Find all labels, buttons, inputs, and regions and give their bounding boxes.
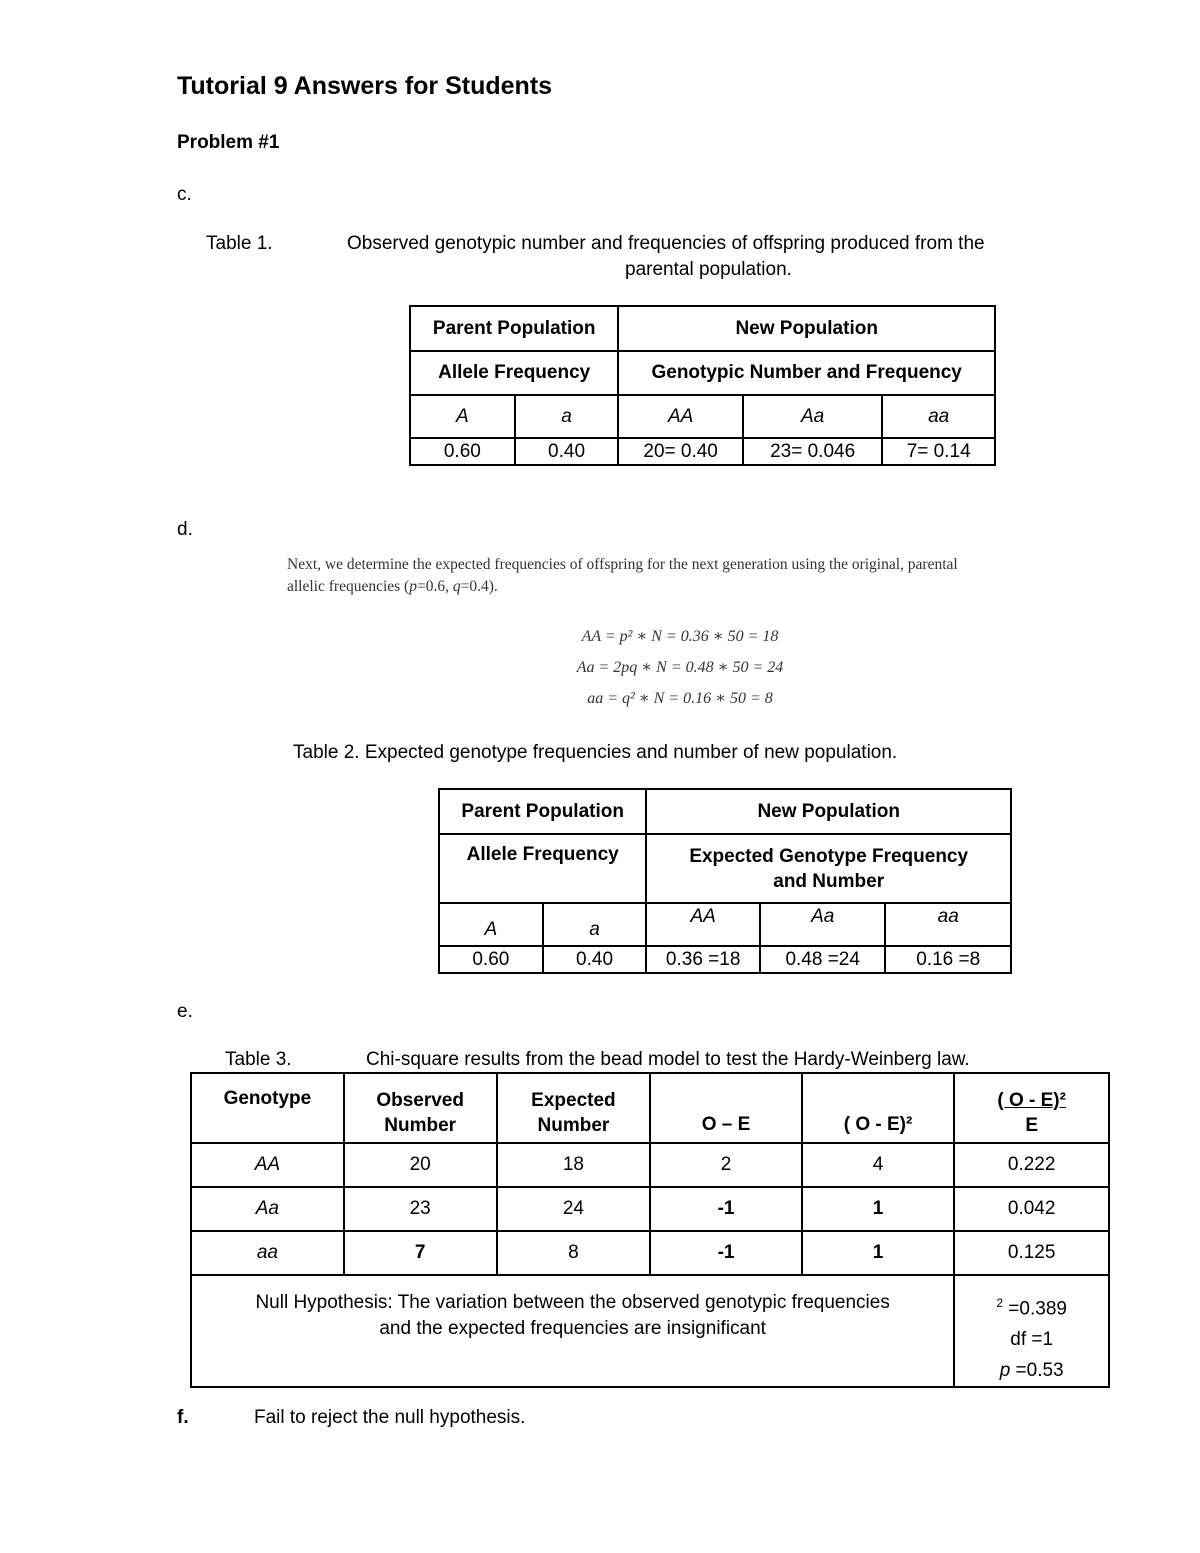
table3-header-observed-line2: Number [384, 1115, 457, 1136]
p-value-label: p [999, 1360, 1011, 1382]
section-label-d: d. [177, 519, 193, 540]
table3-row-Aa-expected: 24 [497, 1187, 651, 1231]
table3-null-hypothesis [191, 1275, 954, 1387]
null-hypothesis-line1: Null Hypothesis: The variation between the observed genotypic frequencies [255, 1292, 890, 1313]
table1-value-a: 0.40 [515, 438, 619, 465]
table3-header-expected [497, 1073, 651, 1143]
equation-AA: AA = p² ∗ N = 0.36 ∗ 50 = 18 [581, 628, 779, 645]
table3-header-expected-line1: Expected [531, 1090, 616, 1111]
d-text-line2-pre: allelic frequencies ( [287, 578, 410, 595]
table3-row-Aa-chi-term: 0.042 [954, 1187, 1109, 1231]
table2 [438, 788, 1012, 974]
chi-square-value [955, 1288, 1108, 1324]
table3-statistics [954, 1275, 1109, 1387]
table1-col-Aa: Aa [743, 395, 882, 438]
chi-square-superscript: 2 [996, 1296, 1004, 1310]
table3-header-observed [344, 1073, 497, 1143]
table1-value-AA: 20= 0.40 [618, 438, 743, 465]
table2-value-Aa: 0.48 =24 [760, 946, 886, 973]
table3-row-aa-genotype: aa [191, 1231, 344, 1275]
table1 [409, 305, 996, 466]
table2-caption: Table 2. Expected genotype frequencies and number of new population. [293, 742, 898, 763]
table1-header-allele: Allele Frequency [410, 351, 618, 395]
table3-header-chi-term-denominator: E [1025, 1115, 1038, 1136]
table1-caption-line1: Observed genotypic number and frequencies of offspring produced from the [347, 233, 985, 254]
table3-row-AA-expected: 18 [497, 1143, 651, 1187]
table3-row-aa-expected: 8 [497, 1231, 651, 1275]
equation-aa: aa = q² ∗ N = 0.16 ∗ 50 = 8 [587, 690, 773, 707]
table2-col-aa: aa [885, 903, 1011, 946]
table2-value-AA: 0.36 =18 [646, 946, 760, 973]
d-text-p-val: =0.6, [416, 578, 453, 595]
table3-header-observed-line1: Observed [376, 1090, 464, 1111]
table2-header-expected-line1: Expected Genotype Frequency [689, 846, 969, 867]
table3-header-expected-line2: Number [537, 1115, 610, 1136]
page-title: Tutorial 9 Answers for Students [177, 72, 553, 100]
d-text-line2 [287, 578, 498, 596]
table3 [190, 1072, 1110, 1388]
table2-header-allele: Allele Frequency [439, 834, 646, 903]
d-text-line1: Next, we determine the expected frequencies of offspring for the next generation using the original, parental [287, 556, 958, 573]
table3-caption-label: Table 3. [225, 1049, 292, 1070]
section-label-e: e. [177, 1001, 193, 1022]
table1-caption-line2: parental population. [625, 259, 792, 280]
table3-header-chi-term [954, 1073, 1109, 1143]
table1-value-aa: 7= 0.14 [882, 438, 995, 465]
table3-row-aa-o-minus-e-squared: 1 [802, 1231, 955, 1275]
table2-col-Aa: Aa [760, 903, 886, 946]
table3-header-o-minus-e-squared: ( O - E)² [802, 1073, 955, 1143]
problem-heading: Problem #1 [177, 132, 280, 153]
table2-header-parent: Parent Population [439, 789, 646, 834]
table2-header-expected [646, 834, 1011, 903]
table3-row-Aa-o-minus-e: -1 [650, 1187, 802, 1231]
table2-value-A: 0.60 [439, 946, 543, 973]
p-value-number: =0.53 [1010, 1360, 1064, 1382]
table2-col-A: A [439, 903, 543, 946]
chi-square-number: =0.389 [1003, 1298, 1067, 1320]
table2-col-a: a [543, 903, 647, 946]
conclusion-text: Fail to reject the null hypothesis. [254, 1407, 526, 1428]
table1-col-AA: AA [618, 395, 743, 438]
equation-Aa: Aa = 2pq ∗ N = 0.48 ∗ 50 = 24 [576, 659, 784, 676]
table2-header-expected-line2: and Number [773, 871, 885, 892]
null-hypothesis-line2: and the expected frequencies are insignificant [379, 1318, 766, 1339]
table1-caption-label: Table 1. [206, 233, 273, 254]
table3-row-AA-o-minus-e: 2 [650, 1143, 802, 1187]
table3-row-aa-o-minus-e: -1 [650, 1231, 802, 1275]
table1-value-Aa: 23= 0.046 [743, 438, 882, 465]
table1-header-parent: Parent Population [410, 306, 618, 351]
section-label-f: f. [177, 1407, 189, 1428]
table3-header-genotype: Genotype [191, 1073, 344, 1143]
table3-row-AA-o-minus-e-squared: 4 [802, 1143, 955, 1187]
table2-value-a: 0.40 [543, 946, 647, 973]
table3-row-Aa-genotype: Aa [191, 1187, 344, 1231]
table1-value-A: 0.60 [410, 438, 515, 465]
table2-col-AA: AA [646, 903, 760, 946]
table1-col-a: a [515, 395, 619, 438]
table1-header-new: New Population [618, 306, 995, 351]
table1-col-aa: aa [882, 395, 995, 438]
degrees-of-freedom: df =1 [1010, 1329, 1054, 1351]
table1-col-A: A [410, 395, 515, 438]
d-text-p: p [409, 578, 417, 595]
table3-header-chi-term-numerator: ( O - E)² [997, 1090, 1066, 1111]
table2-header-new: New Population [646, 789, 1011, 834]
section-label-c: c. [177, 184, 192, 205]
table3-row-Aa-observed: 23 [344, 1187, 497, 1231]
table3-row-Aa-o-minus-e-squared: 1 [802, 1187, 955, 1231]
table3-row-AA-chi-term: 0.222 [954, 1143, 1109, 1187]
d-text-q-val: =0.4). [460, 578, 498, 595]
p-value [955, 1355, 1108, 1386]
table3-row-AA-observed: 20 [344, 1143, 497, 1187]
table3-row-aa-chi-term: 0.125 [954, 1231, 1109, 1275]
table3-caption-text: Chi-square results from the bead model to test the Hardy-Weinberg law. [366, 1049, 970, 1070]
table2-value-aa: 0.16 =8 [885, 946, 1011, 973]
table3-row-aa-observed: 7 [344, 1231, 497, 1275]
table3-header-o-minus-e: O – E [650, 1073, 802, 1143]
table3-row-AA-genotype: AA [191, 1143, 344, 1187]
table1-header-genotypic: Genotypic Number and Frequency [618, 351, 995, 395]
d-text-q: q [452, 578, 461, 595]
